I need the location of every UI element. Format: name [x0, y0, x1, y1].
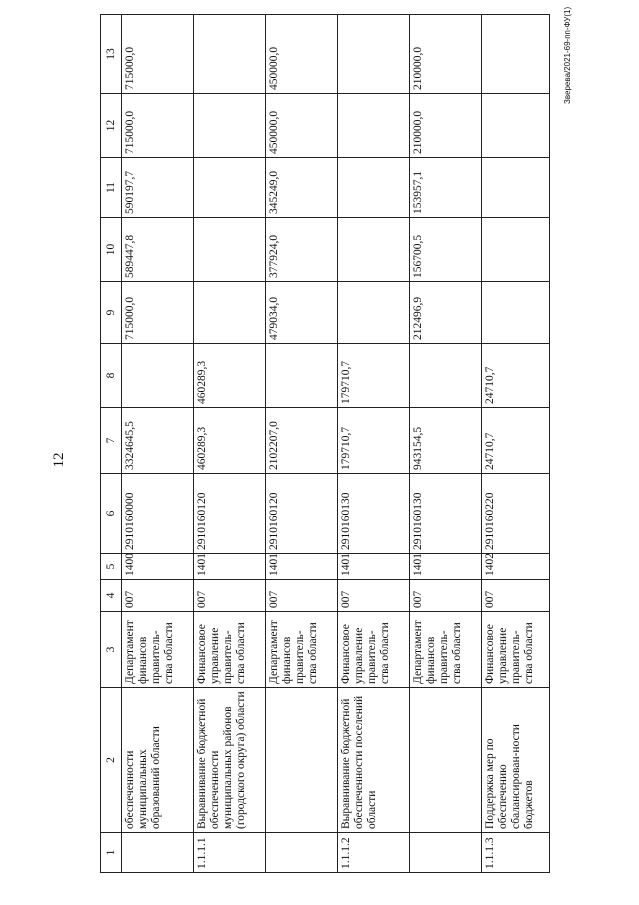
header-cell: 11 [101, 158, 122, 218]
executor-cell: Департамент финансов правитель-ства области [266, 612, 338, 688]
table-row [122, 15, 194, 873]
executor-cell: Департамент финансов правитель-ства области [122, 612, 194, 688]
section-code-cell: 1401 [266, 554, 338, 580]
value-cell: 2102207,0 [266, 408, 338, 474]
value-cell: 24710,7 [482, 344, 550, 408]
value-cell [482, 94, 550, 158]
value-cell [338, 15, 410, 94]
header-cell: 10 [101, 218, 122, 282]
table-row [482, 15, 550, 873]
section-code-cell: 1402 [482, 554, 550, 580]
value-cell [266, 344, 338, 408]
value-cell [194, 158, 266, 218]
value-cell: 24710,7 [482, 408, 550, 474]
header-cell: 4 [101, 580, 122, 612]
document-code: Зверева/2021-69-пп-ФУ(1) [563, 6, 572, 104]
value-cell [410, 344, 482, 408]
header-cell: 6 [101, 474, 122, 554]
table-frame [100, 46, 550, 873]
grbs-code-cell: 007 [338, 580, 410, 612]
item-number-cell [266, 833, 338, 873]
value-cell [482, 15, 550, 94]
table-row [266, 15, 338, 873]
target-article-cell: 2910160120 [194, 474, 266, 554]
header-cell: 12 [101, 94, 122, 158]
value-cell: 377924,0 [266, 218, 338, 282]
header-cell: 3 [101, 612, 122, 688]
measure-name-cell [410, 688, 482, 833]
value-cell [194, 218, 266, 282]
section-code-cell: 1400 [122, 554, 194, 580]
table-row [410, 15, 482, 873]
value-cell [482, 282, 550, 344]
value-cell [338, 158, 410, 218]
value-cell: 943154,5 [410, 408, 482, 474]
header-cell: 1 [101, 833, 122, 873]
section-code-cell: 1401 [410, 554, 482, 580]
value-cell: 153957,1 [410, 158, 482, 218]
value-cell: 715000,0 [122, 15, 194, 94]
value-cell [194, 282, 266, 344]
item-number-cell: 1.1.1.1 [194, 833, 266, 873]
target-article-cell: 2910160130 [410, 474, 482, 554]
section-code-cell: 1401 [338, 554, 410, 580]
header-cell: 13 [101, 15, 122, 94]
executor-cell: Финансовое управление правитель-ства области [338, 612, 410, 688]
header-cell: 9 [101, 282, 122, 344]
value-cell [194, 94, 266, 158]
item-number-cell: 1.1.1.2 [338, 833, 410, 873]
value-cell [482, 218, 550, 282]
measure-name-cell [266, 688, 338, 833]
header-cell: 7 [101, 408, 122, 474]
measure-name-cell: Поддержка мер по обеспечению сбалансирован-ности бюджетов [482, 688, 550, 833]
grbs-code-cell: 007 [410, 580, 482, 612]
measure-name-cell: Выравнивание бюджетной обеспеченности поселений области [338, 688, 410, 833]
value-cell: 589447,8 [122, 218, 194, 282]
target-article-cell: 2910160000 [122, 474, 194, 554]
value-cell: 179710,7 [338, 344, 410, 408]
measure-name-cell: Выравнивание бюджетной обеспеченности муниципальных районов (городского округа) области [194, 688, 266, 833]
target-article-cell: 2910160120 [266, 474, 338, 554]
target-article-cell: 2910160130 [338, 474, 410, 554]
page-number: 12 [51, 452, 67, 468]
value-cell: 345249,0 [266, 158, 338, 218]
grbs-code-cell: 007 [194, 580, 266, 612]
executor-cell: Департамент финансов правитель-ства области [410, 612, 482, 688]
value-cell: 450000,0 [266, 94, 338, 158]
value-cell [482, 158, 550, 218]
target-article-cell: 2910160220 [482, 474, 550, 554]
value-cell [338, 282, 410, 344]
value-cell: 212496,9 [410, 282, 482, 344]
value-cell: 210000,0 [410, 15, 482, 94]
grbs-code-cell: 007 [122, 580, 194, 612]
value-cell: 450000,0 [266, 15, 338, 94]
item-number-cell: 1.1.1.3 [482, 833, 550, 873]
value-cell: 3324645,5 [122, 408, 194, 474]
measure-name-cell: обеспеченности муниципальных образований области [122, 688, 194, 833]
header-cell: 5 [101, 554, 122, 580]
value-cell [194, 15, 266, 94]
grbs-code-cell: 007 [266, 580, 338, 612]
value-cell [122, 344, 194, 408]
header-row [101, 15, 122, 873]
value-cell: 715000,0 [122, 94, 194, 158]
value-cell: 210000,0 [410, 94, 482, 158]
budget-table [100, 14, 550, 873]
value-cell: 479034,0 [266, 282, 338, 344]
table-row [338, 15, 410, 873]
item-number-cell [122, 833, 194, 873]
item-number-cell [410, 833, 482, 873]
value-cell [338, 94, 410, 158]
section-code-cell: 1401 [194, 554, 266, 580]
header-cell: 2 [101, 688, 122, 833]
header-cell: 8 [101, 344, 122, 408]
table-row [194, 15, 266, 873]
value-cell: 460289,3 [194, 344, 266, 408]
value-cell: 590197,7 [122, 158, 194, 218]
value-cell: 715000,0 [122, 282, 194, 344]
grbs-code-cell: 007 [482, 580, 550, 612]
value-cell: 179710,7 [338, 408, 410, 474]
executor-cell: Финансовое управление правитель-ства области [194, 612, 266, 688]
value-cell: 156700,5 [410, 218, 482, 282]
rotated-table [100, 46, 550, 873]
value-cell [338, 218, 410, 282]
executor-cell: Финансовое управление правитель-ства области [482, 612, 550, 688]
value-cell: 460289,3 [194, 408, 266, 474]
